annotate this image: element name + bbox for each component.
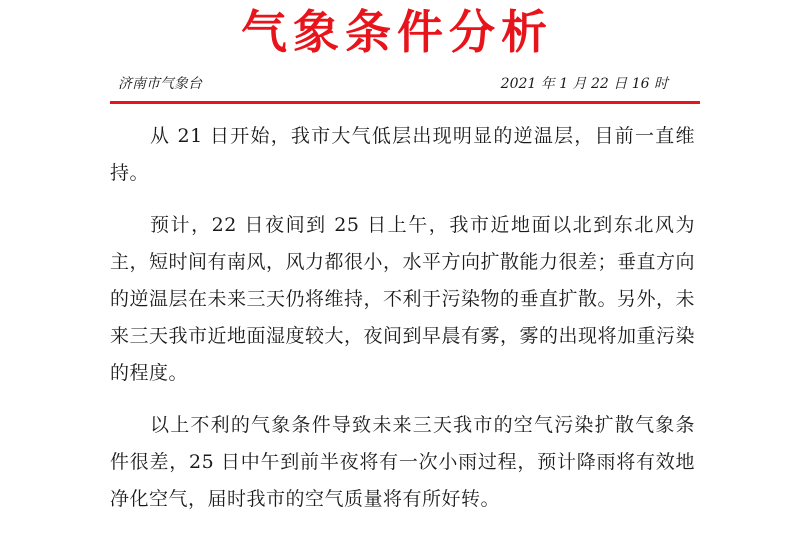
paragraph-1: 从 21 日开始，我市大气低层出现明显的逆温层，目前一直维持。: [110, 125, 695, 184]
issuer-label: 济南市气象台: [118, 76, 202, 92]
paragraph-3: 以上不利的气象条件导致未来三天我市的空气污染扩散气象条件很差，25 日中午到前半夜将有一次小雨过程，预计降雨将有效地净化空气，届时我市的空气质量将有所好转。: [110, 414, 695, 510]
issue-datetime: 2021 年 1 月 22 日 16 时: [500, 76, 668, 92]
watermark-overlay: [634, 478, 694, 518]
paragraph-2: 预计，22 日夜间到 25 日上午，我市近地面以北到东北风为主，短时间有南风，风力都很小，水平方向扩散能力很差；垂直方向的逆温层在未来三天仍将维持，不利于污染物的垂直扩散。另外，未来三天我市近地面湿度较大，夜间到早晨有雾，雾的出现将加重污染的程度。: [110, 214, 696, 384]
document-meta: [118, 74, 668, 94]
document-body: [110, 118, 695, 533]
header-divider: [110, 101, 700, 104]
document-title: 气象条件分析: [241, 5, 553, 59]
